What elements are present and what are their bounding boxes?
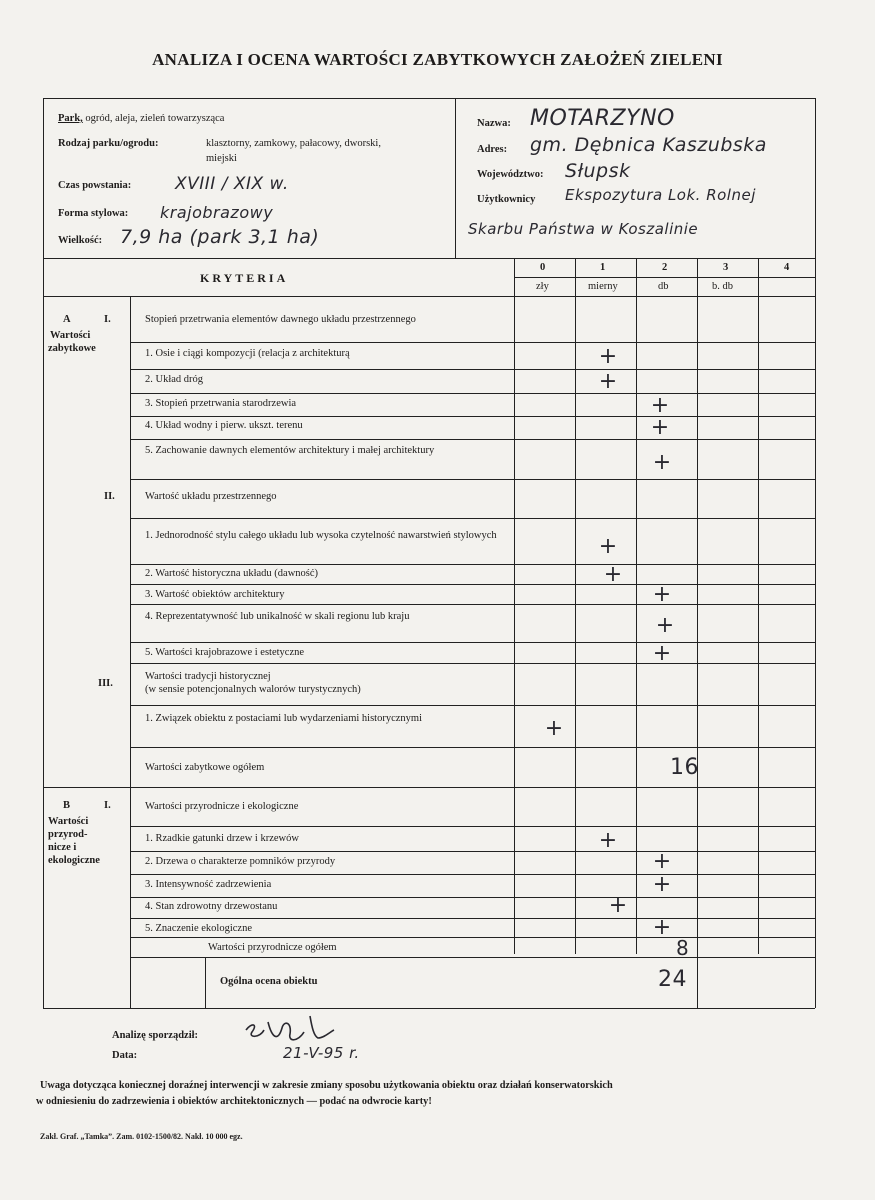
frame-right bbox=[815, 98, 816, 1008]
total-b-value: 8 bbox=[676, 936, 690, 960]
criterion-a3-1: 1. Związek obiektu z postaciami lub wydarzeniami historycznymi bbox=[145, 713, 422, 724]
form-title: ANALIZA I OCENA WARTOŚCI ZABYTKOWYCH ZAŁOŻEŃ ZIELENI bbox=[152, 50, 723, 69]
group-3-title-2: (w sensie potencjonalnych walorów turystycznych) bbox=[145, 684, 361, 695]
row-line bbox=[130, 393, 815, 394]
row-line bbox=[130, 642, 815, 643]
note-line-1: Uwaga dotycząca koniecznej doraźnej interwencji w zakresie zmiany sposobu użytkowania obiektu oraz działań konserwatorskich bbox=[40, 1080, 613, 1091]
row-line bbox=[130, 584, 815, 585]
mark-a1-3: + bbox=[650, 393, 670, 418]
mark-b-5: + bbox=[652, 915, 672, 940]
section-a-roman: I. bbox=[104, 314, 111, 325]
section-a-name-1: Wartości bbox=[50, 330, 91, 341]
row-line bbox=[130, 518, 815, 519]
total-a-label: Wartości zabytkowe ogółem bbox=[145, 762, 265, 773]
adres-value: gm. Dębnica Kaszubska bbox=[530, 134, 767, 156]
col-num-1: 1 bbox=[600, 262, 606, 273]
group-1-title: Stopień przetrwania elementów dawnego układu przestrzennego bbox=[145, 314, 416, 325]
section-b-title: Wartości przyrodnicze i ekologiczne bbox=[145, 801, 299, 812]
col-line-3 bbox=[697, 258, 698, 1008]
mark-a1-5: + bbox=[652, 450, 672, 475]
section-b-name-1: Wartości bbox=[48, 816, 89, 827]
nazwa-label: Nazwa: bbox=[477, 118, 511, 129]
section-b-roman: I. bbox=[104, 800, 111, 811]
forma-label: Forma stylowa: bbox=[58, 208, 129, 219]
kryteria-header: KRYTERIA bbox=[200, 271, 289, 285]
col-line-4 bbox=[758, 258, 759, 954]
row-line bbox=[130, 416, 815, 417]
uzyt-value-2: Skarbu Państwa w Koszalinie bbox=[468, 220, 699, 238]
group-3-title-1: Wartości tradycji historycznej bbox=[145, 671, 271, 682]
nazwa-value: MOTARZYNO bbox=[530, 106, 675, 131]
woj-label: Województwo: bbox=[477, 169, 544, 180]
mark-a1-4: + bbox=[650, 415, 670, 440]
row-line bbox=[130, 851, 815, 852]
criterion-a1-4: 4. Układ wodny i pierw. ukszt. terenu bbox=[145, 420, 303, 431]
row-line bbox=[130, 604, 815, 605]
mark-a2-4: + bbox=[655, 613, 675, 638]
criterion-a2-4: 4. Reprezentatywność lub unikalność w skali regionu lub kraju bbox=[145, 611, 410, 622]
data-label: Data: bbox=[112, 1050, 138, 1061]
row-line bbox=[130, 747, 815, 748]
criterion-b-4: 4. Stan zdrowotny drzewostanu bbox=[145, 901, 278, 912]
row-line bbox=[130, 479, 815, 480]
overall-value: 24 bbox=[658, 967, 687, 992]
total-b-label: Wartości przyrodnicze ogółem bbox=[208, 942, 337, 953]
rodzaj-values-2: miejski bbox=[206, 153, 237, 164]
date-value: 21-V-95 r. bbox=[283, 1044, 360, 1062]
criterion-a2-5: 5. Wartości krajobrazowe i estetyczne bbox=[145, 647, 305, 658]
mark-a2-3: + bbox=[652, 582, 672, 607]
mark-a2-1: + bbox=[598, 534, 618, 559]
col-num-0: 0 bbox=[540, 262, 546, 273]
section-b-letter: B bbox=[63, 800, 71, 811]
info-divider bbox=[455, 98, 456, 258]
row-line bbox=[130, 937, 815, 938]
header-bottom-line bbox=[43, 296, 815, 297]
printer-footer: Zakł. Graf. „Tamka”. Zam. 0102-1500/82. Nakł. 10 000 egz. bbox=[40, 1132, 243, 1141]
adres-label: Adres: bbox=[477, 144, 508, 155]
group-2-roman: II. bbox=[104, 491, 115, 502]
col-line-1 bbox=[575, 258, 576, 954]
section-a-letter: A bbox=[63, 314, 71, 325]
note-line-2: w odniesieniu do zadrzewienia i obiektów architektonicznych — podać na odwrocie karty! bbox=[36, 1096, 432, 1107]
col-line-2 bbox=[636, 258, 637, 954]
row-line bbox=[130, 826, 815, 827]
col-num-4: 4 bbox=[784, 262, 790, 273]
mark-a2-2: + bbox=[603, 562, 623, 587]
section-b-name-4: ekologiczne bbox=[48, 855, 100, 866]
section-b-top-line bbox=[43, 787, 815, 788]
criterion-a1-2: 2. Układ dróg bbox=[145, 374, 204, 385]
header-top-line bbox=[43, 258, 815, 259]
frame-top bbox=[43, 98, 815, 99]
row-line bbox=[130, 705, 815, 706]
criterion-a2-3: 3. Wartość obiektów architektury bbox=[145, 589, 285, 600]
forma-value: krajobrazowy bbox=[160, 203, 274, 222]
czas-value: XVIII / XIX w. bbox=[175, 174, 289, 194]
uzyt-value-1: Ekspozytura Lok. Rolnej bbox=[565, 186, 756, 204]
uzyt-label: Użytkownicy bbox=[477, 194, 536, 205]
category-col-line bbox=[130, 296, 131, 1008]
overall-label: Ogólna ocena obiektu bbox=[220, 976, 318, 987]
section-b-name-2: przyrod- bbox=[48, 829, 88, 840]
mark-b-3: + bbox=[652, 872, 672, 897]
row-line bbox=[130, 918, 815, 919]
col-label-2: db bbox=[658, 281, 669, 292]
col-num-2: 2 bbox=[662, 262, 668, 273]
col-num-3: 3 bbox=[723, 262, 729, 273]
czas-label: Czas powstania: bbox=[58, 180, 132, 191]
row-line bbox=[130, 874, 815, 875]
col-label-0: zły bbox=[536, 281, 549, 292]
wielkosc-label: Wielkość: bbox=[58, 235, 103, 246]
rodzaj-label: Rodzaj parku/ogrodu: bbox=[58, 138, 159, 149]
row-line bbox=[130, 369, 815, 370]
overall-left-line bbox=[205, 957, 206, 1008]
col-label-3: b. db bbox=[712, 281, 733, 292]
wielkosc-value: 7,9 ha (park 3,1 ha) bbox=[120, 226, 320, 248]
criterion-a2-2: 2. Wartość historyczna układu (dawność) bbox=[145, 568, 319, 579]
criterion-b-5: 5. Znaczenie ekologiczne bbox=[145, 923, 252, 934]
analiza-label: Analizę sporządził: bbox=[112, 1030, 199, 1041]
rodzaj-values-1: klasztorny, zamkowy, pałacowy, dworski, bbox=[206, 138, 381, 149]
mark-a1-1: + bbox=[598, 344, 618, 369]
woj-value: Słupsk bbox=[565, 160, 631, 182]
col-line-0 bbox=[514, 258, 515, 954]
row-line bbox=[130, 957, 815, 958]
group-1-title-line bbox=[130, 342, 815, 343]
criterion-b-2: 2. Drzewa o charakterze pomników przyrody bbox=[145, 856, 336, 867]
mark-a1-2: + bbox=[598, 369, 618, 394]
criterion-b-3: 3. Intensywność zadrzewienia bbox=[145, 879, 272, 890]
mark-a3-1: + bbox=[544, 716, 564, 741]
frame-left bbox=[43, 98, 44, 1008]
col-label-1: mierny bbox=[588, 281, 618, 292]
mark-a2-5: + bbox=[652, 641, 672, 666]
frame-bottom bbox=[43, 1008, 815, 1009]
header-mid-line bbox=[514, 277, 815, 278]
mark-b-2: + bbox=[652, 849, 672, 874]
criterion-a1-5: 5. Zachowanie dawnych elementów architektury i małej architektury bbox=[145, 445, 435, 456]
criterion-a1-3: 3. Stopień przetrwania starodrzewia bbox=[145, 398, 297, 409]
mark-b-4: + bbox=[608, 893, 628, 918]
section-b-name-3: nicze i bbox=[48, 842, 77, 853]
section-a-name-2: zabytkowe bbox=[48, 343, 96, 354]
criterion-b-1: 1. Rzadkie gatunki drzew i krzewów bbox=[145, 833, 299, 844]
row-line bbox=[130, 564, 815, 565]
group-2-title: Wartość układu przestrzennego bbox=[145, 491, 277, 502]
row-line bbox=[130, 897, 815, 898]
total-a-value: 16 bbox=[670, 755, 699, 780]
park-line: Park, ogród, aleja, zieleń towarzysząca bbox=[58, 113, 225, 124]
mark-b-1: + bbox=[598, 828, 618, 853]
row-line bbox=[130, 439, 815, 440]
criterion-a2-1: 1. Jednorodność stylu całego układu lub wysoka czytelność nawarstwień stylowych bbox=[145, 530, 497, 541]
group-3-roman: III. bbox=[98, 678, 113, 689]
criterion-a1-1: 1. Osie i ciągi kompozycji (relacja z architekturą bbox=[145, 348, 350, 359]
row-line bbox=[130, 663, 815, 664]
